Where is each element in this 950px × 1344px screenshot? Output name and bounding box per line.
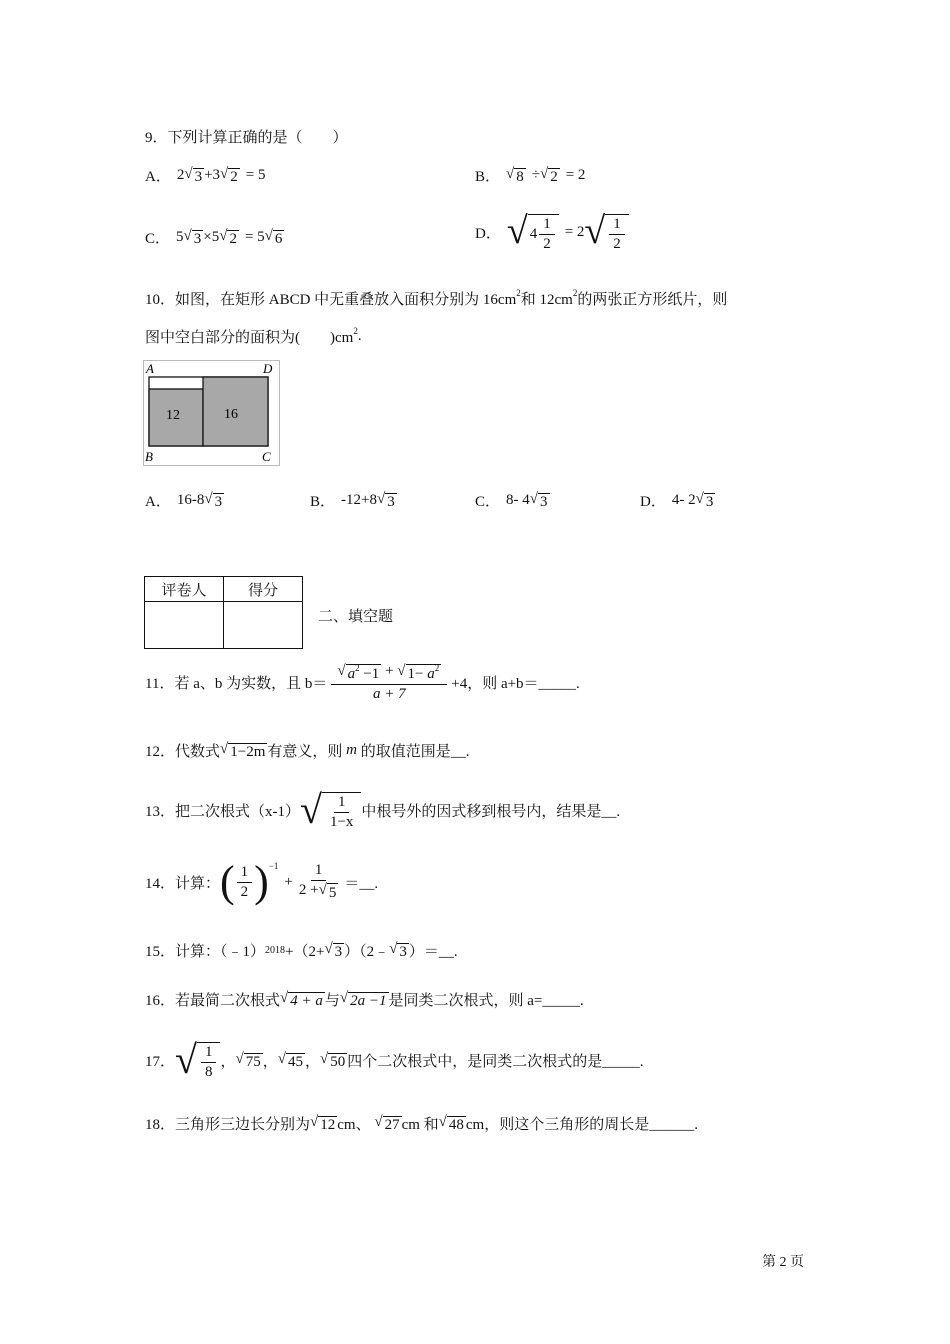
- label-a: A: [146, 361, 154, 376]
- question-10-stem-line1: 10．如图，在矩形 ABCD 中无重叠放入面积分别为 16cm 2 和 12cm 2 的两张正方形纸片，则: [145, 287, 728, 308]
- question-10-stem-line2: 图中空白部分的面积为( )cm 2 .: [145, 325, 362, 346]
- q9-option-a[interactable]: A． 2 √ 3 +3 √ 2 = 5: [145, 165, 266, 185]
- grader-header: 评卷人: [145, 577, 224, 602]
- sqrt-symbol: √ 2: [219, 227, 237, 247]
- rectangle-figure: [143, 360, 280, 466]
- small-square-label: 12: [166, 408, 180, 423]
- label-d: D: [263, 361, 273, 376]
- q9-option-c[interactable]: C． 5 √ 3 ×5 √ 2 = 5 √ 6: [145, 227, 283, 247]
- q10-option-a[interactable]: A． 16-8 √ 3: [145, 490, 223, 510]
- label-b: B: [145, 449, 153, 464]
- sqrt-symbol: √ 3: [376, 490, 395, 510]
- question-16: 16．若最简二次根式 √ 4 + a 与 √ 2a −1 是同类二次根式，则 a=_____.: [145, 989, 584, 1009]
- grader-cell[interactable]: [145, 602, 224, 649]
- question-13: 13．把二次根式（x-1） √ $\frac{1}{1-x}$ 中根号外的因式移到根号内，结果是__.: [145, 787, 621, 832]
- question-18: 18．三角形三边长分别为 √ 12 cm、 √ 27 cm 和 √ 48 cm，则这个三角形的周长是______.: [145, 1113, 698, 1133]
- score-table: [144, 576, 303, 649]
- score-header: 得分: [224, 577, 303, 602]
- sqrt-symbol: √ 3: [529, 490, 548, 510]
- sqrt-symbol: √ 3: [183, 227, 202, 247]
- sqrt-symbol: √ 2: [220, 165, 238, 185]
- question-9-stem: 9．下列计算正确的是（ ）: [145, 130, 348, 146]
- sqrt-symbol: √ 3: [184, 165, 203, 185]
- q10-option-d[interactable]: D． 4- 2 √ 3: [640, 490, 714, 510]
- sqrt-symbol: √ 4 $\frac{1}{2}$: [507, 212, 559, 254]
- sqrt-symbol: √ 3: [695, 490, 714, 510]
- q9-option-d[interactable]: D． √ 4 $\frac{1}{2}$ = 2 √ $\frac{1}{2}$: [475, 212, 629, 254]
- q9-option-b[interactable]: B． √ 8 ÷ √ 2 = 2: [475, 165, 586, 185]
- question-11: 11．若 a、b 为实数，且 b＝ √ a 2 −1 + √ 1− a 2 a + 7 +4，则 a+b＝_____.: [145, 662, 580, 702]
- question-15: 15．计算：（﹣1） 2018 +（2+ √ 3 ）（2﹣ √ 3 ）＝__.: [145, 940, 458, 960]
- large-square-label: 16: [224, 407, 238, 422]
- sqrt-symbol: √ 2: [539, 165, 558, 185]
- sqrt-symbol: √ 3: [204, 490, 223, 510]
- question-14: 14．计算： ( $\frac{1}{2}$ ) −1 + 1 2 + √ 5 ＝__.: [145, 857, 379, 906]
- q10-option-b[interactable]: B． -12+8 √ 3: [310, 490, 395, 510]
- page-number: 第 2 页: [762, 1255, 804, 1270]
- q10-option-c[interactable]: C． 8- 4 √ 3: [475, 490, 548, 510]
- sqrt-symbol: √ $\frac{1}{2}$: [584, 212, 628, 254]
- score-cell[interactable]: [224, 602, 303, 649]
- label-c: C: [262, 449, 271, 464]
- sqrt-symbol: √ 8: [506, 165, 524, 185]
- question-12: 12．代数式 √ 1−2m 有意义，则 m 的取值范围是__.: [145, 740, 470, 760]
- sqrt-symbol: √ 6: [264, 227, 283, 247]
- section-title: 二、填空题: [318, 609, 394, 625]
- question-17: 17． √ $\frac{1}{8}$ ， √ 75 ， √ 45 ， √ 50 四个二次根式中，是同类二次根式的是_____.: [145, 1037, 644, 1082]
